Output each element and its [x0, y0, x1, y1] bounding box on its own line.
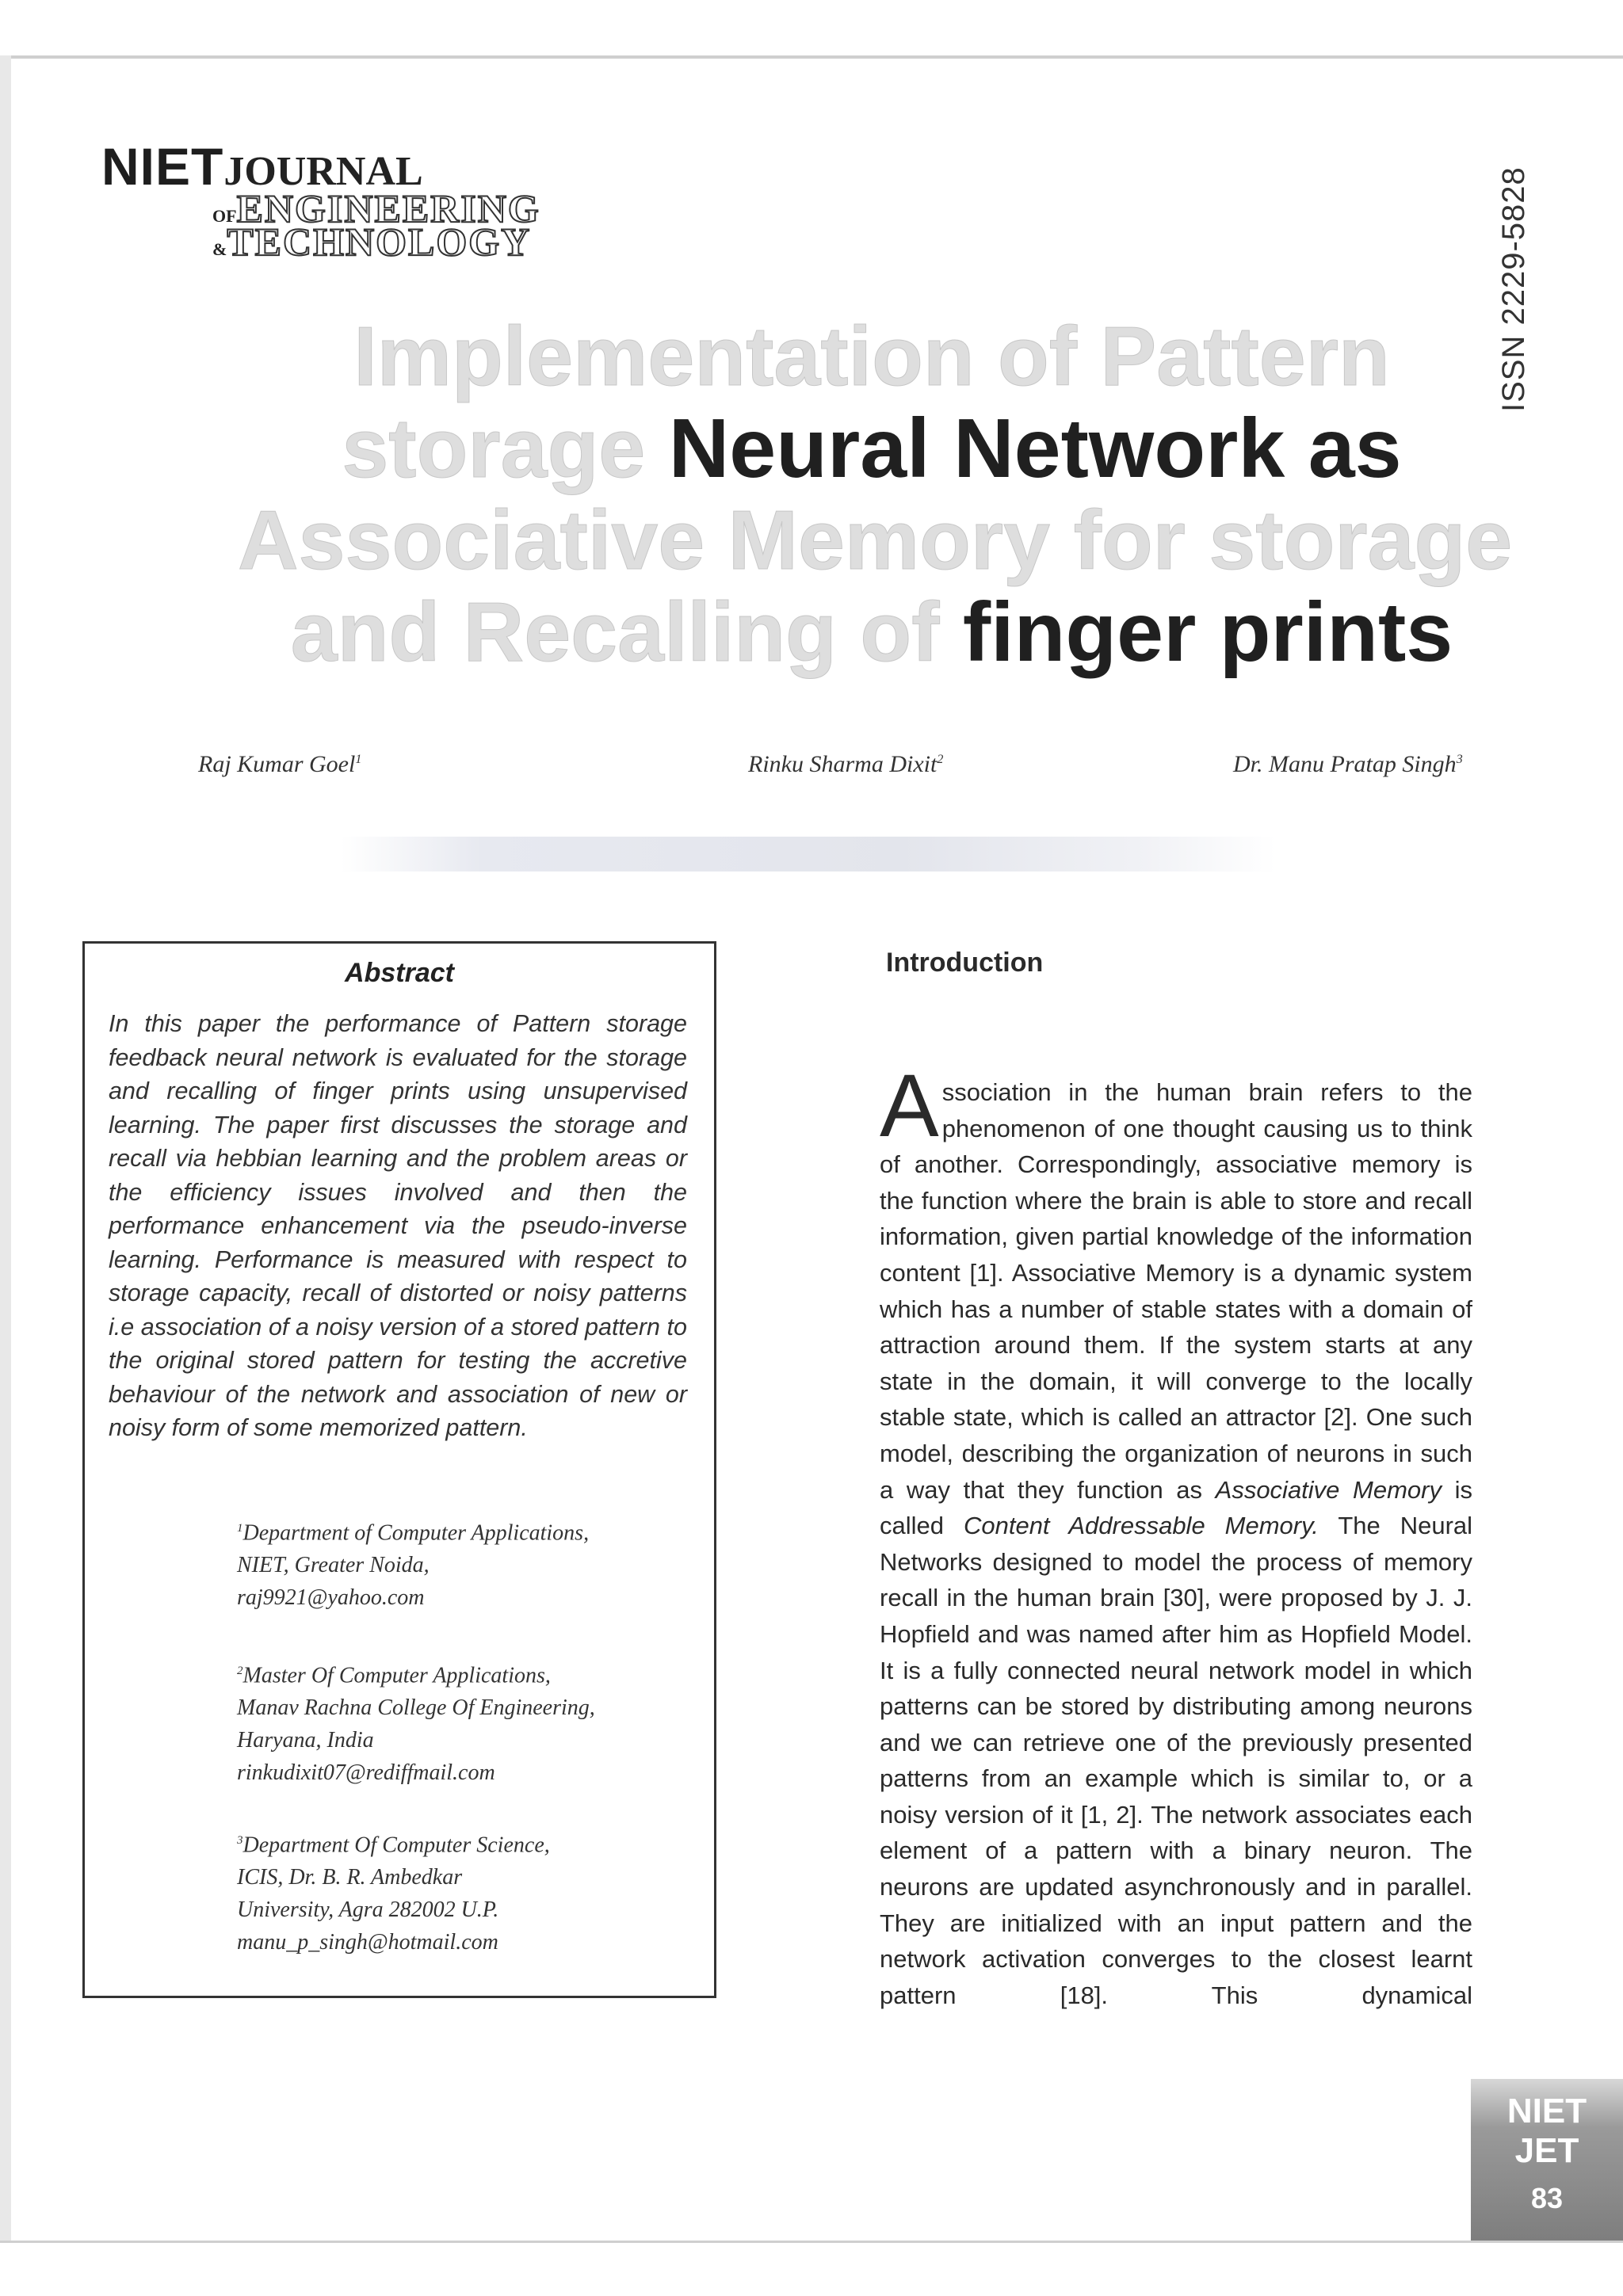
author-name: Raj Kumar Goel [198, 751, 356, 777]
author-sup: 2 [937, 753, 944, 766]
logo-technology: TECHNOLOGY [227, 219, 532, 264]
affiliation-sup: 1 [237, 1522, 243, 1535]
affiliation-2 [237, 1655, 595, 1789]
abstract-heading: Abstract [345, 958, 454, 988]
affiliation-email: manu_p_singh@hotmail.com [237, 1930, 498, 1955]
affiliation-email: rinkudixit07@rediffmail.com [237, 1760, 495, 1786]
paper-title [238, 310, 1513, 679]
intro-text-part-3: The Neural Networks designed to model the process of memory recall in the human brain [30], were proposed by J. J. Hopfield and was named after him as Hopfield Model. It is a fully connected neural network model in which patterns can be stored by distributing among neurons and we can retrieve one of the previously presented patterns from an example which is similar to, or a noisy version of it [1, 2]. The network associates each element of a pattern with a binary neuron. The neurons are updated asynchronously and in parallel. They are initialized with an input pattern and the network activation converges to the closest learnt pattern [18]. This dynamical [880, 1512, 1473, 2009]
intro-text-part-2: is called [880, 1475, 1472, 1540]
affiliation-line: University, Agra 282002 U.P. [237, 1897, 499, 1923]
introduction-heading: Introduction [886, 948, 1044, 978]
intro-emphasis-1: Associative Memory [1215, 1475, 1442, 1504]
top-rule [0, 55, 1623, 59]
title-line-2-dark: Neural Network as [668, 402, 1402, 495]
drop-cap: A [880, 1056, 939, 1155]
author-name: Rinku Sharma Dixit [748, 751, 938, 777]
affiliation-3 [237, 1825, 550, 1958]
author-1 [198, 751, 361, 778]
issn-label: ISSN 2229-5828 [1496, 166, 1531, 412]
abstract-box [82, 941, 716, 1998]
affiliation-line: NIET, Greater Noida, [237, 1553, 430, 1578]
title-line-1: Implementation of Pattern [353, 310, 1390, 403]
introduction-text [880, 1056, 1473, 2013]
affiliation-line: Manav Rachna College Of Engineering, [237, 1695, 595, 1721]
page-edge [0, 55, 11, 2242]
author-3 [1233, 751, 1463, 778]
author-sup: 3 [1456, 753, 1463, 766]
affiliation-sup: 3 [237, 1834, 243, 1847]
badge-niet: NIET [1507, 2092, 1587, 2130]
journal-logo [101, 136, 540, 264]
intro-text-part-1: ssociation in the human brain refers to the phenomenon of one thought causing us to think of another. Correspondingly, associative memory is the function where the brain is able to store and recall information, given partial knowledge of the information content [1]. Associative Memory is a dynamic system which has a number of stable states with a domain of attraction around them. If the system starts at any state in the domain, it will converge to the locally stable state, which is called an attractor [2]. One such model, describing the organization of neurons in such a way that they function as [880, 1078, 1472, 1504]
logo-line-technology [212, 219, 531, 265]
bottom-rule [0, 2241, 1623, 2243]
affiliation-line: Department Of Computer Science, [242, 1833, 550, 1858]
affiliation-1 [237, 1512, 589, 1614]
author-sup: 1 [355, 753, 362, 766]
affiliation-email: raj9921@yahoo.com [237, 1585, 425, 1611]
affiliation-line: Master Of Computer Applications, [242, 1663, 551, 1688]
logo-of: OF [212, 206, 237, 226]
decorative-band [341, 837, 1276, 871]
badge-jet: JET [1514, 2131, 1579, 2170]
logo-journal: JOURNAL [223, 149, 423, 194]
title-line-2-grey: storage [342, 402, 669, 495]
intro-emphasis-2: Content Addressable Memory. [963, 1512, 1319, 1540]
title-line-4-grey: and Recalling of [290, 585, 963, 679]
abstract-text: In this paper the performance of Pattern storage feedback neural network is evaluated for the storage and recalling of finger prints using unsupervised learning. The paper first discusses the storage and recall via hebbian learning and the problem areas or the efficiency issues involved and then the performance enhancement via the pseudo-inverse learning. Performance is measured with respect to storage capacity, recall of distorted or noisy patterns i.e association of a noisy version of a stored pattern to the original stored pattern for testing the accretive behaviour of the network and association of new or noisy form of some memorized pattern. [109, 1010, 687, 1441]
affiliation-line: Haryana, India [237, 1728, 374, 1753]
affiliation-line: ICIS, Dr. B. R. Ambedkar [237, 1865, 463, 1890]
logo-niet: NIET [101, 137, 224, 196]
page-number: 83 [1530, 2182, 1564, 2214]
logo-engineering: ENGINEERING [236, 186, 540, 231]
logo-amp: & [212, 239, 227, 259]
author-name: Dr. Manu Pratap Singh [1233, 751, 1457, 777]
affiliation-line: Department of Computer Applications, [242, 1520, 590, 1546]
author-2 [748, 751, 943, 778]
affiliation-sup: 2 [237, 1665, 243, 1677]
page-badge [1471, 2079, 1623, 2241]
title-line-3: Associative Memory for storage [238, 494, 1513, 587]
title-line-4-dark: finger prints [962, 585, 1453, 679]
